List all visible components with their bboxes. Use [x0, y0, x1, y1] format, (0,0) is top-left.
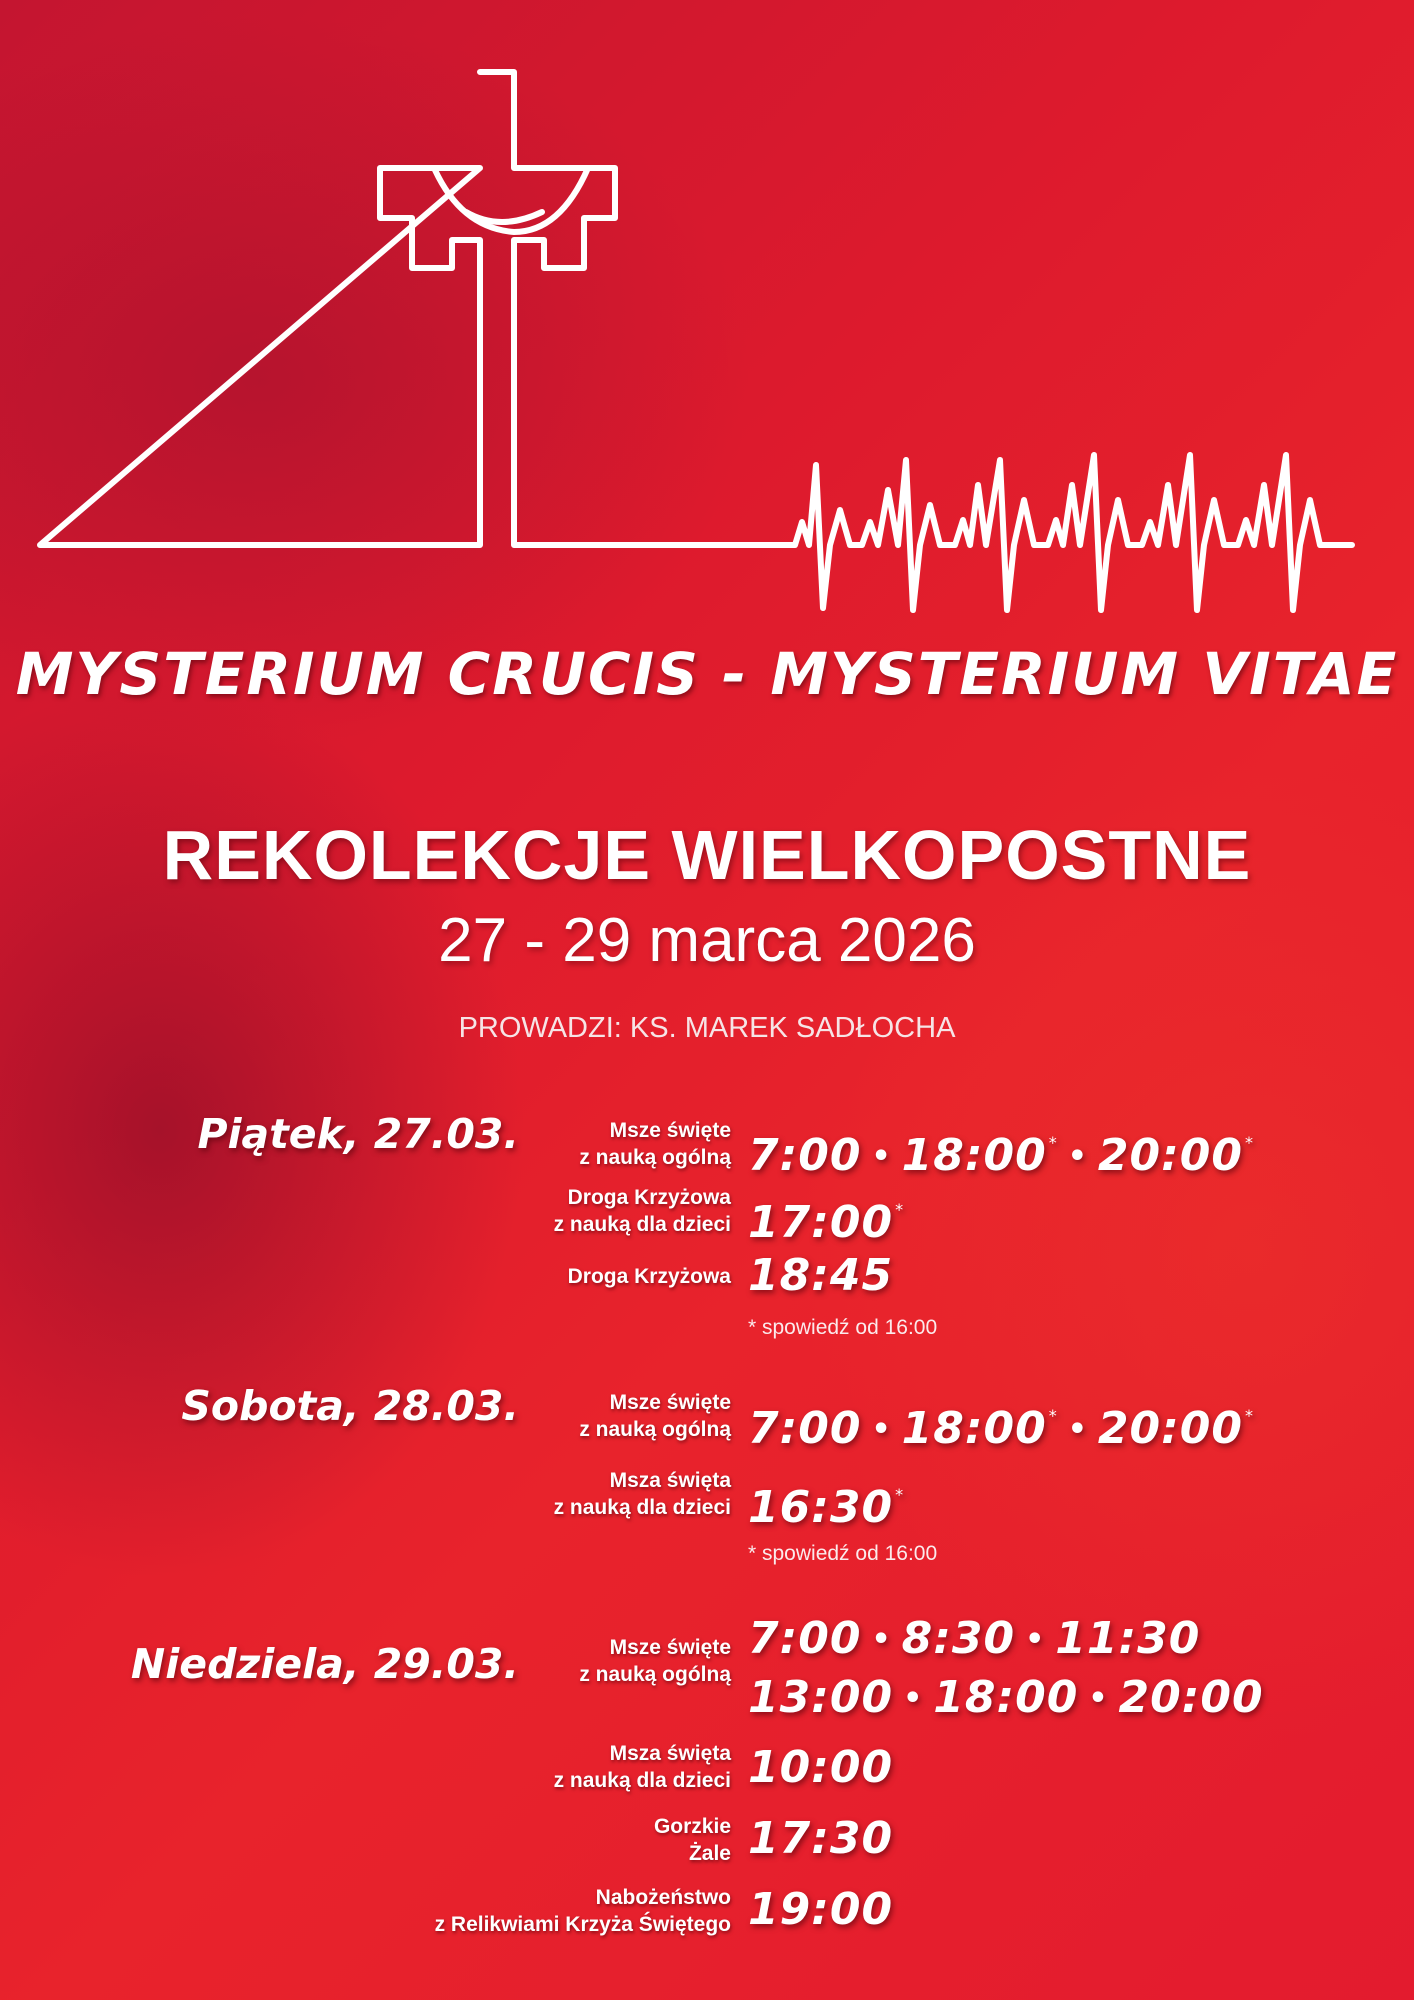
asterisk-marker: *	[1048, 1133, 1058, 1152]
event-times	[748, 1387, 1254, 1459]
day-friday-label: Piątek, 27.03.	[197, 1110, 519, 1158]
event-times	[748, 1181, 904, 1252]
time-line	[748, 1881, 893, 1939]
confession-note: * spowiedź od 16:00	[748, 1316, 938, 1339]
asterisk-marker: *	[895, 1200, 905, 1219]
time-line	[748, 1114, 1254, 1186]
event-label: Msza święta z nauką dla dzieci	[553, 1742, 731, 1792]
time-value: 18:00	[933, 1672, 1079, 1723]
event-times	[748, 1881, 893, 1939]
time-value: 18:00	[901, 1130, 1047, 1181]
cross-heartbeat-logo	[0, 0, 1414, 640]
time-value: 16:30	[748, 1482, 894, 1533]
bullet-separator-icon: •	[1088, 1681, 1109, 1716]
event-label: Msze święte z nauką ogólną	[579, 1119, 731, 1169]
time-line	[748, 1181, 904, 1252]
event-times	[748, 1114, 1254, 1186]
time-line	[748, 1387, 1254, 1459]
bullet-separator-icon: •	[903, 1681, 924, 1716]
retreat-leader: PROWADZI: KS. MAREK SADŁOCHA	[458, 1012, 956, 1044]
bullet-separator-icon: •	[871, 1622, 892, 1657]
time-value: 7:00	[748, 1130, 862, 1181]
bullet-separator-icon: •	[1025, 1622, 1046, 1657]
time-value: 20:00	[1097, 1130, 1243, 1181]
time-value: 11:30	[1055, 1613, 1201, 1664]
event-times	[748, 1739, 893, 1797]
date-range: 27 - 29 marca 2026	[438, 906, 976, 975]
event-label: Droga Krzyżowa	[567, 1265, 731, 1288]
time-value: 7:00	[748, 1403, 862, 1454]
time-line	[748, 1247, 893, 1305]
time-line	[748, 1466, 904, 1537]
time-value: 18:45	[748, 1250, 894, 1301]
time-line	[748, 1739, 893, 1797]
event-times	[748, 1610, 1264, 1728]
asterisk-marker: *	[895, 1485, 905, 1504]
bullet-separator-icon: •	[1067, 1412, 1088, 1447]
time-value: 19:00	[748, 1884, 894, 1935]
time-value: 20:00	[1118, 1672, 1264, 1723]
time-value: 7:00	[748, 1613, 862, 1664]
event-label: Gorzkie Żale	[653, 1815, 731, 1865]
day-saturday-label: Sobota, 28.03.	[181, 1382, 519, 1430]
time-value: 20:00	[1097, 1403, 1243, 1454]
cross-icon	[40, 72, 778, 545]
event-times	[748, 1810, 893, 1868]
bullet-separator-icon: •	[871, 1412, 892, 1447]
event-label: Msze święte z nauką ogólną	[579, 1391, 731, 1441]
asterisk-marker: *	[1048, 1406, 1058, 1425]
day-sunday-label: Niedziela, 29.03.	[130, 1640, 519, 1688]
time-value: 8:30	[901, 1613, 1016, 1664]
time-value: 10:00	[748, 1742, 894, 1793]
time-line	[748, 1610, 1264, 1669]
event-times	[748, 1247, 893, 1305]
asterisk-marker: *	[1244, 1133, 1254, 1152]
motto-heading: MYSTERIUM CRUCIS - MYSTERIUM VITAE	[15, 640, 1399, 708]
page-title: REKOLEKCJE WIELKOPOSTNE	[162, 816, 1252, 894]
asterisk-marker: *	[1244, 1406, 1254, 1425]
heartbeat-line-icon	[778, 455, 1352, 610]
event-label: Droga Krzyżowa z nauką dla dzieci	[553, 1186, 731, 1236]
time-value: 17:30	[748, 1813, 894, 1864]
time-line	[748, 1810, 893, 1868]
time-value: 17:00	[748, 1197, 894, 1248]
bullet-separator-icon: •	[871, 1139, 892, 1174]
event-times	[748, 1466, 904, 1537]
event-label: Msze święte z nauką ogólną	[579, 1636, 731, 1686]
time-line	[748, 1669, 1264, 1728]
time-value: 13:00	[748, 1672, 894, 1723]
bullet-separator-icon: •	[1067, 1139, 1088, 1174]
confession-note: * spowiedź od 16:00	[748, 1542, 938, 1565]
event-label: Nabożeństwo z Relikwiami Krzyża Świętego	[434, 1886, 731, 1936]
time-value: 18:00	[901, 1403, 1047, 1454]
event-label: Msza święta z nauką dla dzieci	[553, 1469, 731, 1519]
